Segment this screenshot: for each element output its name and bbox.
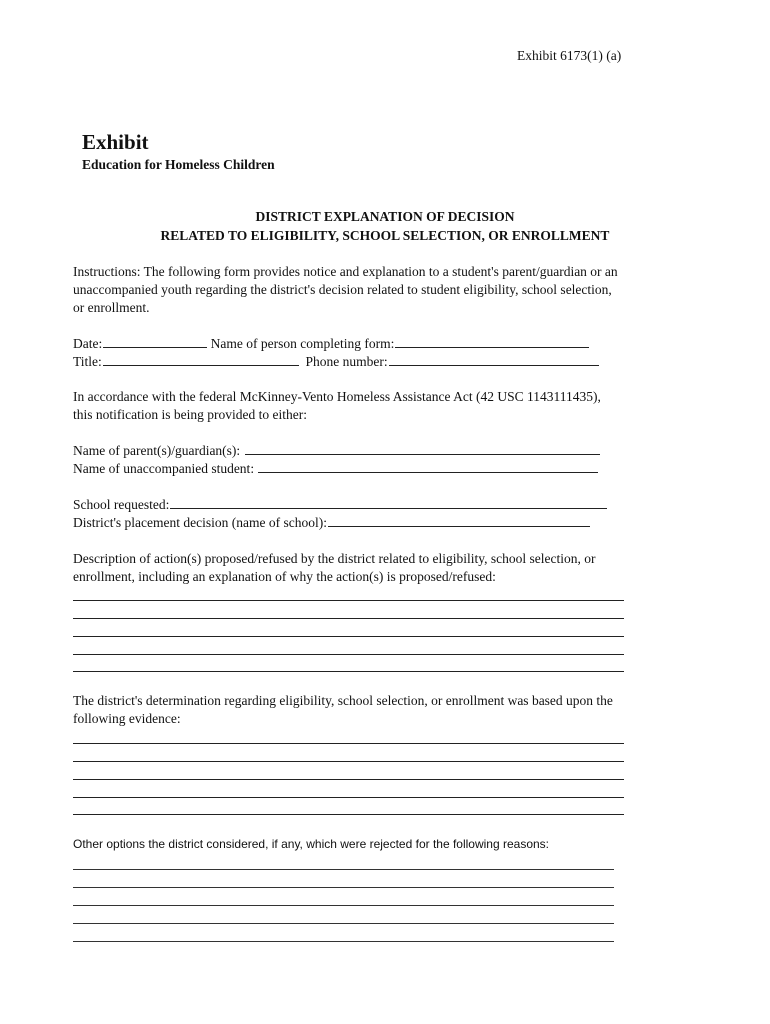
description-answer-line[interactable] xyxy=(73,618,624,619)
description-answer-line[interactable] xyxy=(73,654,624,655)
determination-line-1: The district's determination regarding eligibility, school selection, or enrollment was based upon the xyxy=(73,693,613,708)
description-answer-line[interactable] xyxy=(73,636,624,637)
page-title: Exhibit xyxy=(82,130,149,154)
name-completing-field[interactable] xyxy=(395,335,589,348)
form-heading-line-1: DISTRICT EXPLANATION OF DECISION xyxy=(255,209,515,224)
other-options-answer-line[interactable] xyxy=(73,905,614,906)
phone-label: Phone number: xyxy=(305,354,388,369)
evidence-answer-line[interactable] xyxy=(73,761,624,762)
parent-row xyxy=(73,442,600,460)
description-line-1: Description of action(s) proposed/refused by the district related to eligibility, school selection, or xyxy=(73,551,596,566)
other-options-answer-line[interactable] xyxy=(73,869,614,870)
parent-field[interactable] xyxy=(245,442,600,455)
placement-label: District's placement decision (name of school): xyxy=(73,515,327,530)
form-heading-line-2: RELATED TO ELIGIBILITY, SCHOOL SELECTION, OR ENROLLMENT xyxy=(160,228,610,243)
parent-label: Name of parent(s)/guardian(s): xyxy=(73,443,241,458)
determination-line-2: following evidence: xyxy=(73,711,181,726)
school-requested-field[interactable] xyxy=(170,496,607,509)
accordance-line-2: this notification is being provided to either: xyxy=(73,407,307,422)
title-phone-row xyxy=(73,353,599,371)
date-name-row xyxy=(73,335,589,353)
evidence-answer-line[interactable] xyxy=(73,743,624,744)
name-completing-label: Name of person completing form: xyxy=(210,336,395,351)
date-label: Date: xyxy=(73,336,103,351)
other-options-answer-line[interactable] xyxy=(73,923,614,924)
student-row xyxy=(73,460,598,478)
description-line-2: enrollment, including an explanation of why the action(s) is proposed/refused: xyxy=(73,569,496,584)
title-field[interactable] xyxy=(103,353,299,366)
description-answer-line[interactable] xyxy=(73,671,624,672)
title-label: Title: xyxy=(73,354,102,369)
phone-field[interactable] xyxy=(389,353,599,366)
school-requested-label: School requested: xyxy=(73,497,170,512)
student-label: Name of unaccompanied student: xyxy=(73,461,255,476)
other-options-line-1: Other options the district considered, if any, which were rejected for the following reasons: xyxy=(73,837,550,851)
instructions-line-2: unaccompanied youth regarding the district's decision related to student eligibility, school selection, xyxy=(73,282,612,297)
evidence-answer-line[interactable] xyxy=(73,797,624,798)
description-answer-line[interactable] xyxy=(73,600,624,601)
page-subtitle: Education for Homeless Children xyxy=(82,157,275,172)
other-options-answer-line[interactable] xyxy=(73,887,614,888)
instructions-line-1: Instructions: The following form provides notice and explanation to a student's parent/guardian or an xyxy=(73,264,618,279)
evidence-answer-line[interactable] xyxy=(73,779,624,780)
student-field[interactable] xyxy=(258,460,598,473)
placement-field[interactable] xyxy=(328,514,590,527)
exhibit-id: Exhibit 6173(1) (a) xyxy=(517,48,622,63)
school-requested-row xyxy=(73,496,607,514)
other-options-answer-line[interactable] xyxy=(73,941,614,942)
date-field[interactable] xyxy=(103,335,207,348)
accordance-line-1: In accordance with the federal McKinney-Vento Homeless Assistance Act (42 USC 1143111435), xyxy=(73,389,601,404)
placement-row xyxy=(73,514,590,532)
evidence-answer-line[interactable] xyxy=(73,814,624,815)
instructions-line-3: or enrollment. xyxy=(73,300,150,315)
